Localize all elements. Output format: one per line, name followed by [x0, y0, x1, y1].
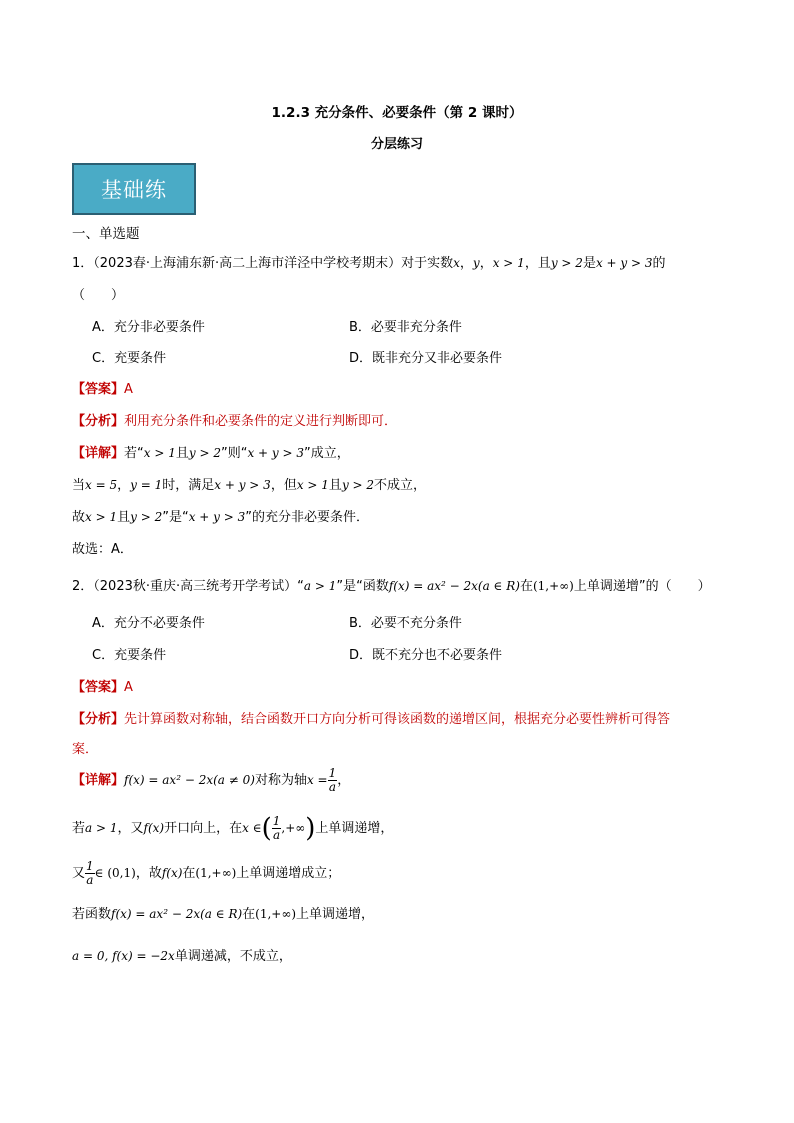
math: x > 1 [296, 478, 329, 492]
text: 不成立， [374, 478, 427, 493]
q1-analysis-label: 【分析】 [72, 414, 125, 429]
math: x + y > 3 [188, 510, 246, 524]
text: 在 [182, 866, 196, 881]
math: f(x) = ax² − 2x(a ∈ R) [388, 579, 520, 593]
math: (1,+∞) [255, 907, 297, 921]
q1-answer-paren: （ ） [72, 288, 125, 303]
q2-analysis-cont: 案． [72, 742, 99, 757]
q2-detail-line-1 [72, 767, 350, 794]
text: 在 [242, 907, 256, 922]
q1-option-b: B．必要非充分条件 [349, 320, 462, 335]
math: f(x) [143, 821, 165, 835]
text: ”成立， [304, 446, 350, 461]
q2-detail-label: 【详解】 [72, 773, 125, 788]
q1-var-y: y [472, 256, 480, 270]
text: 在 [519, 579, 533, 594]
q2-analysis-label: 【分析】 [72, 712, 125, 727]
text: ， [337, 773, 351, 788]
numerator: 1 [272, 814, 281, 828]
denominator: a [272, 828, 281, 842]
text: ，故 [135, 866, 162, 881]
text: 且 [117, 510, 131, 525]
q1-var-x: x [453, 256, 460, 270]
math: x > 1 [143, 446, 176, 460]
text: 若 [72, 821, 86, 836]
q1-analysis-text: 利用充分条件和必要条件的定义进行判断即可． [124, 414, 398, 429]
numerator: 1 [328, 766, 337, 780]
math: ∈ (0,1) [94, 866, 136, 880]
text: 且 [328, 478, 342, 493]
math: f(x) [161, 866, 183, 880]
q2-option-a: A．充分不必要条件 [92, 616, 205, 631]
section-heading: 一、单选题 [72, 226, 140, 242]
math: x > 1 [85, 510, 118, 524]
text: ”则“ [220, 446, 248, 461]
text: 上单调递增， [296, 907, 375, 922]
text: 开口向上，在 [164, 821, 243, 836]
q1-comma: ， [459, 256, 473, 271]
math: y > 2 [130, 510, 163, 524]
denominator: a [86, 873, 94, 887]
math: a > 1 [303, 579, 337, 593]
page-title: 1.2.3 充分条件、必要条件（第 2 课时） [271, 105, 523, 121]
math: a > 1 [85, 821, 118, 835]
q1-answer-value: A [124, 382, 133, 397]
text: 若“ [124, 446, 144, 461]
text: 上单调递增成立； [236, 866, 341, 881]
q1-stem-text: ，且 [524, 256, 551, 271]
text: 上单调递增”的（ ） [573, 579, 711, 594]
numerator: 1 [86, 859, 94, 873]
q2-analysis-text: 先计算函数对称轴，结合函数开口方向分析可得该函数的递增区间，根据充分必要性辨析可得答 [124, 712, 671, 727]
q1-stem-text: 的 [652, 256, 666, 271]
text: 时，满足 [162, 478, 215, 493]
text: ，但 [270, 478, 297, 493]
math: ,+∞ [281, 821, 306, 835]
q1-option-c: C．充要条件 [92, 351, 167, 366]
math: x + y > 3 [214, 478, 271, 492]
paren-open: ( [261, 813, 272, 844]
paren-close: ) [305, 813, 316, 844]
q2-option-d: D．既不充分也不必要条件 [349, 648, 503, 663]
math: x = [306, 773, 328, 787]
math: a = 0, f(x) = −2x [72, 949, 175, 963]
q1-detail-label: 【详解】 [72, 446, 125, 461]
text: ， [117, 478, 131, 493]
text: ”是“ [162, 510, 189, 525]
math: x = 5 [85, 478, 118, 492]
text: 若函数 [72, 907, 112, 922]
text: ，又 [117, 821, 144, 836]
math: y > 2 [188, 446, 221, 460]
fraction [272, 815, 282, 842]
q1-cond: x > 1 [492, 256, 525, 270]
text: 上单调递增， [315, 821, 394, 836]
text: 对称为轴 [254, 773, 307, 788]
q2-answer-value: A [124, 680, 133, 695]
q2-answer-label: 【答案】 [72, 680, 125, 695]
math: (1,+∞) [195, 866, 237, 880]
text: 又 [72, 866, 86, 881]
q2-detail-line-4 [72, 903, 374, 922]
q1-analysis [72, 410, 397, 429]
q1-option-a: A．充分非必要条件 [92, 320, 205, 335]
q1-choice: 故选：A． [72, 542, 133, 557]
math: f(x) = ax² − 2x(a ∈ R) [111, 907, 243, 921]
q1-detail-line-3 [72, 506, 369, 525]
text: 故 [72, 510, 86, 525]
q2-option-c: C．充要条件 [92, 648, 167, 663]
text: 2．（2023秋·重庆·高三统考开学考试）“ [72, 579, 304, 594]
section-banner: 基础练 [72, 163, 196, 215]
q1-answer [72, 378, 133, 397]
text: 单调递减，不成立， [174, 949, 292, 964]
fraction [85, 860, 95, 887]
q2-detail-line-3 [72, 860, 340, 887]
text: ”的充分非必要条件． [245, 510, 370, 525]
math: y > 2 [341, 478, 375, 492]
math: y = 1 [130, 478, 163, 492]
denominator: a [328, 780, 336, 794]
q1-detail-line-2 [72, 474, 426, 493]
q1-stem-text: 是 [582, 256, 596, 271]
fraction [328, 767, 338, 794]
text: 且 [175, 446, 189, 461]
text: 当 [72, 478, 86, 493]
q2-stem [72, 575, 711, 594]
page-subtitle: 分层练习 [370, 137, 423, 152]
q2-analysis [72, 708, 670, 727]
text: ”是“函数 [336, 579, 389, 594]
math: (1,+∞) [532, 579, 574, 593]
q2-detail-line-5 [72, 945, 292, 964]
q1-comma: ， [479, 256, 493, 271]
q2-answer [72, 676, 133, 695]
math: x + y > 3 [247, 446, 305, 460]
q1-option-d: D．既非充分又非必要条件 [349, 351, 503, 366]
q1-answer-label: 【答案】 [72, 382, 125, 397]
math: f(x) = ax² − 2x(a ≠ 0) [124, 773, 255, 787]
q1-detail-line-1 [72, 442, 350, 461]
q1-cond: y > 2 [550, 256, 583, 270]
math: x ∈ [242, 821, 262, 835]
q1-stem [72, 252, 666, 271]
q2-option-b: B．必要不充分条件 [349, 616, 462, 631]
q2-detail-line-2 [72, 815, 393, 842]
q1-stem-text: 1．（2023春·上海浦东新·高二上海市洋泾中学校考期末）对于实数 [72, 256, 454, 271]
q1-cond: x + y > 3 [595, 256, 653, 270]
